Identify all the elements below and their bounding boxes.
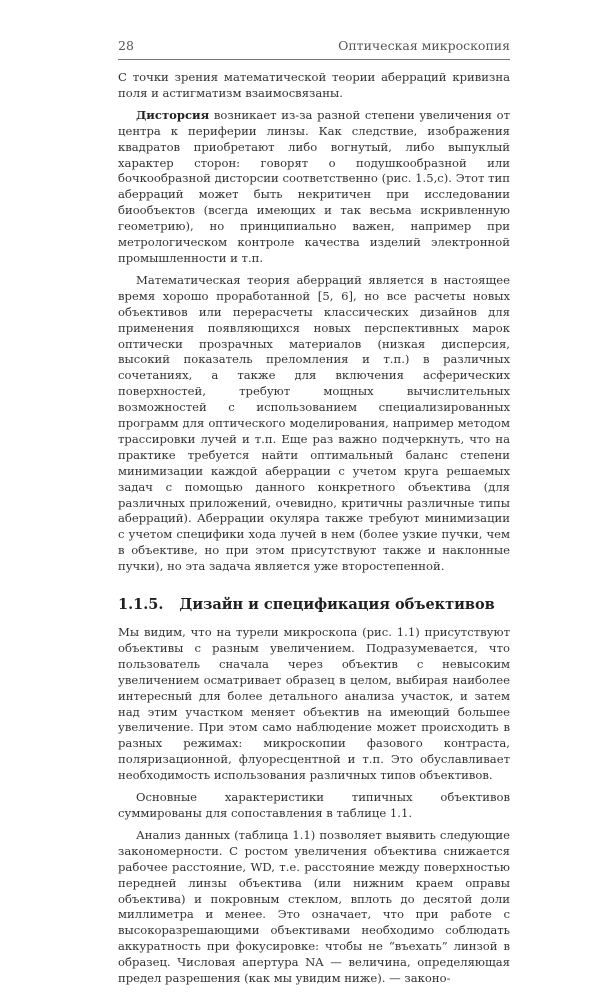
section-title: Дизайн и спецификация объективов — [179, 596, 495, 614]
paragraph: С точки зрения математической теории аберраций кривизна поля и астигматизм взаимосвязаны. — [118, 70, 510, 100]
section-number: 1.1.5. — [118, 596, 164, 614]
paragraph: Мы видим, что на турели микроскопа (рис. 1.1) присутствуют объективы с разным увеличением. Подразумевается, что пользователь сначала через объектив с невысоким увеличением осматривает образец в целом, выбирая наиболее интересный для более детального анализа участок, и затем над этим участком меняет объектив на имеющий большее увеличение. При этом само наблюдение может происходить в разных режимах: микроскопии фазового контраста, поляризационной, флуоресцентной и т.п. Это обуславливает необходимость использования различных типов объективов. — [118, 625, 510, 783]
running-title: Оптическая микроскопия — [338, 38, 510, 53]
paragraph: Основные характеристики типичных объективов суммированы для сопоставления в таблице 1.1. — [118, 790, 510, 820]
paragraph: Математическая теория аберраций является в настоящее время хорошо проработанной [5, 6], но все расчеты новых объективов или перерасчеты классических дизайнов для применения появляющихся новых перспективных марок оптически прозрачных материалов (низкая дисперсия, высокий показатель преломления и т.п.) в различных сочетаниях, а также для включения асферических поверхностей, требуют мощных вычислительных возможностей с использованием специализированных программ для оптического моделирования, например методом трассировки лучей и т.п. Еще раз важно подчеркнуть, что на практике требуется найти оптимальный баланс степени минимизации каждой аберрации с учетом круга решаемых задач с помощью данного конкретного объектива (для различных приложений, очевидно, критичны различные типы аберраций). Аберрации окуляра также требуют минимизации с учетом специфики хода лучей в нем (более узкие пучки, чем в объективе, но при этом присутствуют также и наклонные пучки), но эта задача является уже второстепенной. — [118, 272, 510, 574]
page-body — [118, 70, 510, 993]
section-heading — [118, 597, 510, 613]
running-header — [118, 38, 510, 60]
page-number: 28 — [118, 38, 134, 53]
paragraph-distortion — [118, 108, 510, 267]
term-distortion: Дисторсия — [136, 107, 210, 122]
paragraph: Анализ данных (таблица 1.1) позволяет выявить следующие закономерности. С ростом увеличения объектива снижается рабочее расстояние, WD, т.е. расстояние между поверхностью передней линзы объектива (или нижним краем оправы объектива) и покровным стеклом, вплоть до десятой доли миллиметра и менее. Это означает, что при работе с высокоразрешающими объективами необходимо соблюдать аккуратность при фокусировке: чтобы не “въехать” линзой в образец. Числовая апертура NA — величина, определяющая предел разрешения (как мы увидим ниже). — законо- — [118, 827, 510, 986]
paragraph-text: возникает из-за разной степени увеличения от центра к периферии линзы. Как следствие, изображения квадратов приобретают либо вогнутый, либо выпуклый характер сторон: говорят о подушкообразной или бочкообразной дисторсии соответственно (рис. 1.5,с). Этот тип аберраций может быть некритичен при исследовании биообъектов (всегда имеющих и так весьма искривленную геометрию), но принципиально важен, например при метрологическом контроле качества изделий электронной промышленности и т.п. — [118, 107, 510, 265]
